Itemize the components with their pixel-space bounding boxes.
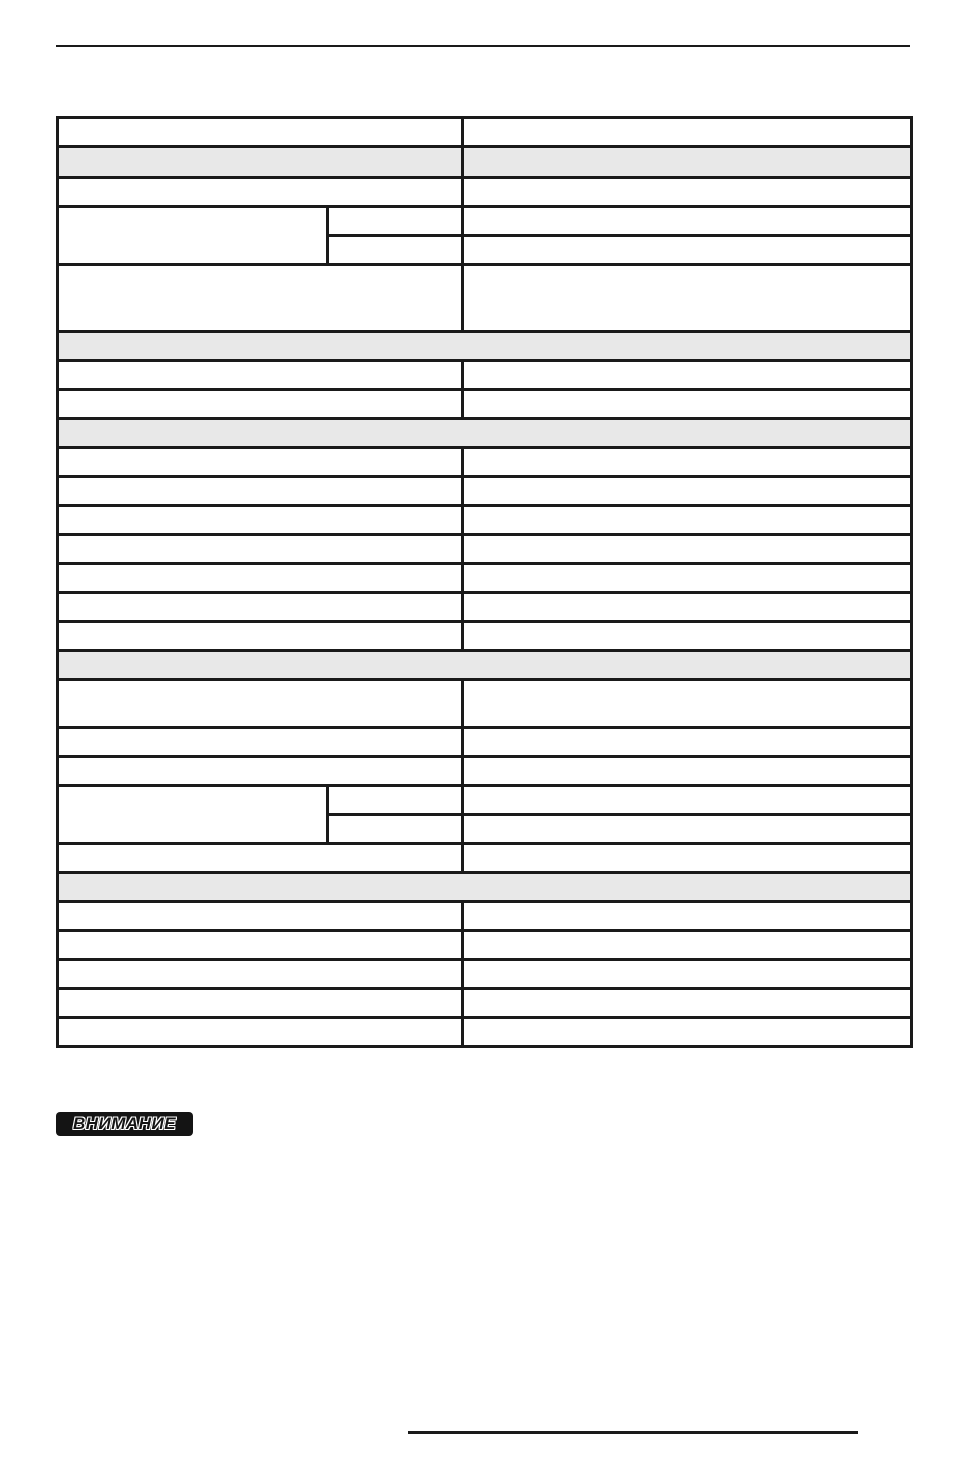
table-cell: [58, 728, 463, 757]
table-cell: [58, 419, 912, 448]
table-cell: [328, 207, 463, 236]
table-cell: [58, 390, 463, 419]
table-cell: [463, 757, 912, 786]
table-cell: [58, 265, 463, 332]
table-cell: [58, 448, 463, 477]
table-cell: [58, 564, 463, 593]
spec-table: [56, 116, 913, 1048]
warning-badge: [56, 1112, 193, 1136]
section-header-row: [58, 873, 912, 902]
table-cell: [58, 178, 463, 207]
table-cell: [58, 147, 463, 178]
table-cell: [463, 786, 912, 815]
table-cell: [463, 960, 912, 989]
table-cell: [58, 332, 912, 361]
table-cell: [463, 118, 912, 147]
table-cell: [58, 622, 463, 651]
table-cell: [463, 147, 912, 178]
table-row: [58, 622, 912, 651]
table-cell: [463, 390, 912, 419]
table-cell: [58, 989, 463, 1018]
table-row: [58, 207, 912, 236]
table-cell: [463, 902, 912, 931]
table-cell: [463, 680, 912, 728]
table-cell: [58, 902, 463, 931]
table-cell: [463, 844, 912, 873]
table-cell: [463, 593, 912, 622]
table-cell: [328, 236, 463, 265]
table-cell: [463, 361, 912, 390]
table-cell: [463, 506, 912, 535]
table-cell: [58, 757, 463, 786]
table-cell: [58, 207, 328, 265]
table-cell: [58, 477, 463, 506]
table-cell: [58, 1018, 463, 1047]
table-row: [58, 960, 912, 989]
section-header-row: [58, 651, 912, 680]
table-row: [58, 477, 912, 506]
table-row: [58, 448, 912, 477]
table-cell: [58, 651, 912, 680]
table-cell: [58, 535, 463, 564]
table-row: [58, 902, 912, 931]
table-row: [58, 728, 912, 757]
table-cell: [463, 728, 912, 757]
table-cell: [58, 931, 463, 960]
table-row: [58, 265, 912, 332]
table-row: [58, 361, 912, 390]
table-cell: [463, 535, 912, 564]
table-row: [58, 786, 912, 815]
table-row: [58, 680, 912, 728]
table-row: [58, 178, 912, 207]
table-cell: [463, 265, 912, 332]
table-row: [58, 535, 912, 564]
table-cell: [58, 844, 463, 873]
warning-label: ВНИМАНИЕ: [72, 1114, 177, 1133]
table-row: [58, 506, 912, 535]
section-header-row: [58, 419, 912, 448]
table-cell: [463, 477, 912, 506]
table-cell: [58, 786, 328, 844]
table-cell: [463, 931, 912, 960]
table-cell: [58, 593, 463, 622]
table-cell: [463, 236, 912, 265]
table-row: [58, 931, 912, 960]
table-cell: [328, 786, 463, 815]
bottom-rule: [408, 1431, 858, 1434]
table-cell: [463, 564, 912, 593]
table-cell: [463, 815, 912, 844]
top-rule: [56, 45, 910, 47]
table-cell: [58, 506, 463, 535]
table-row: [58, 989, 912, 1018]
table-row: [58, 118, 912, 147]
table-cell: [58, 960, 463, 989]
table-row: [58, 844, 912, 873]
table-cell: [58, 680, 463, 728]
table-cell: [463, 989, 912, 1018]
table-cell: [463, 448, 912, 477]
table-cell: [58, 118, 463, 147]
table-row-shaded: [58, 147, 912, 178]
table-cell: [463, 622, 912, 651]
table-cell: [58, 361, 463, 390]
table-row: [58, 593, 912, 622]
table-row: [58, 564, 912, 593]
table-cell: [58, 873, 912, 902]
table-row: [58, 1018, 912, 1047]
table-row: [58, 757, 912, 786]
table-cell: [328, 815, 463, 844]
table-cell: [463, 207, 912, 236]
section-header-row: [58, 332, 912, 361]
table-row: [58, 390, 912, 419]
table-cell: [463, 178, 912, 207]
table-cell: [463, 1018, 912, 1047]
